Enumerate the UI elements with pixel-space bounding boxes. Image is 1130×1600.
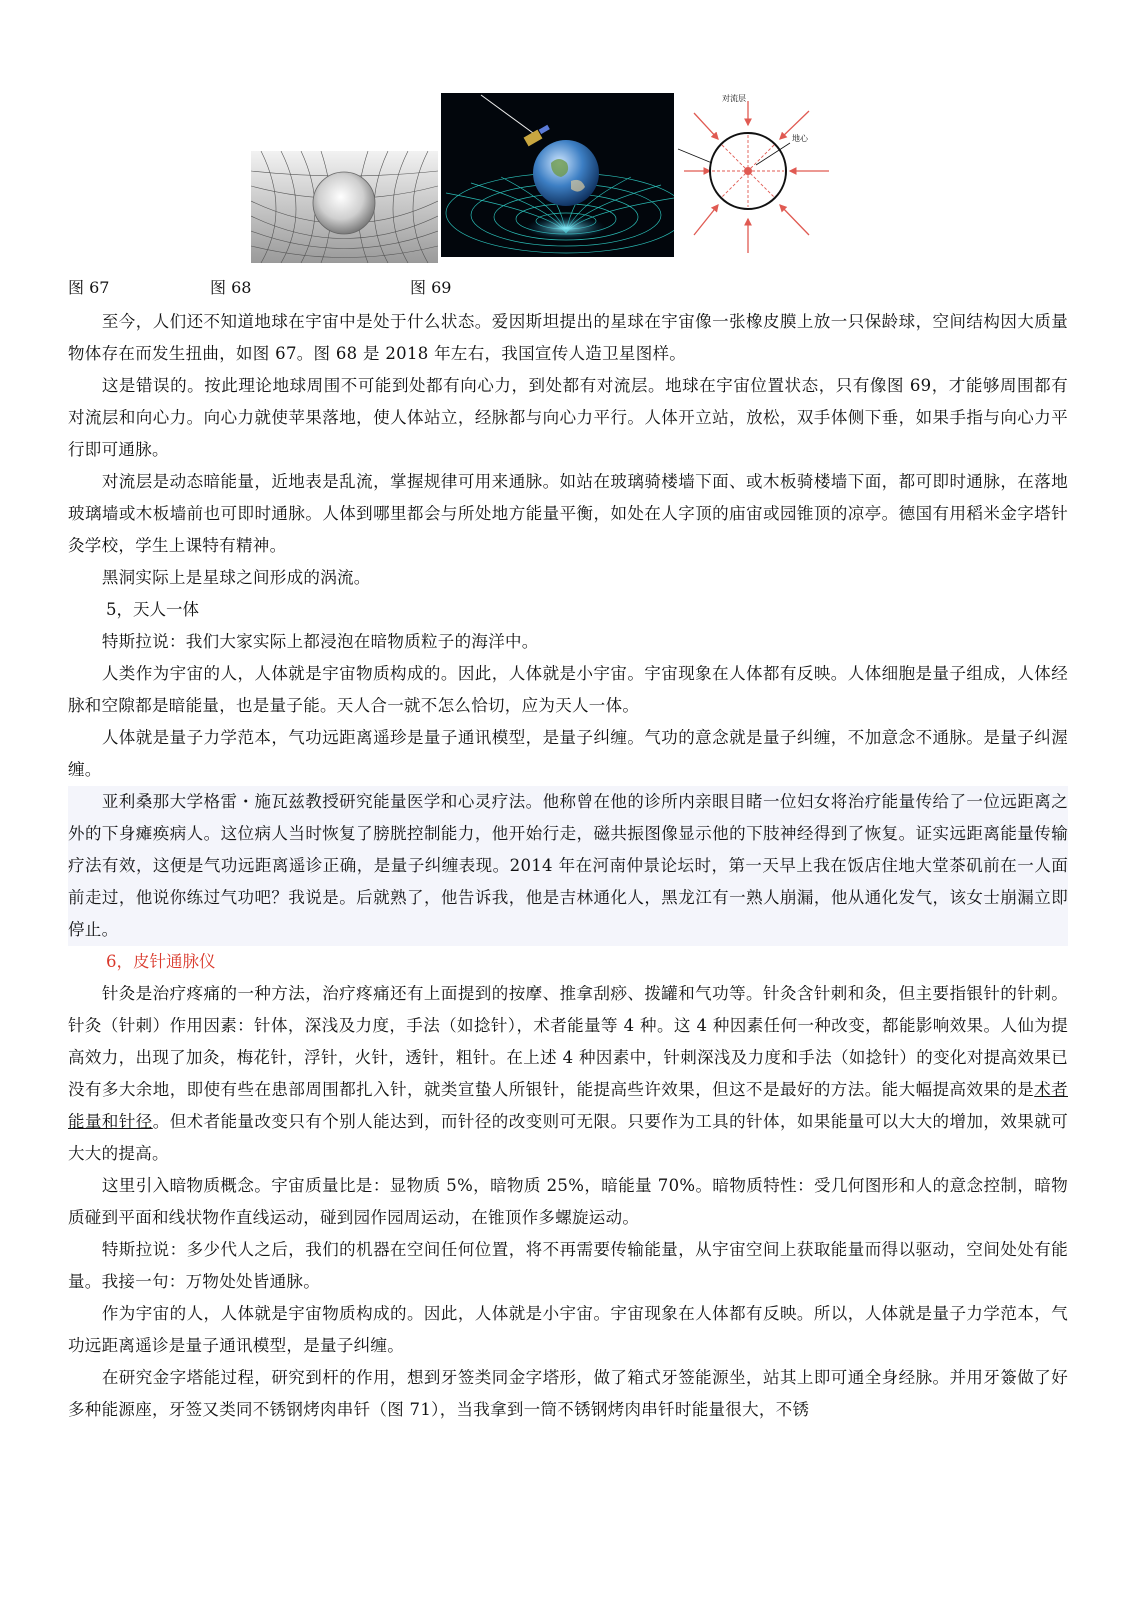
paragraph: 黑洞实际上是星球之间形成的涡流。 <box>101 568 371 587</box>
caption-fig-68: 图 68 <box>210 278 252 297</box>
figure-68-image <box>441 93 674 257</box>
paragraph-text: 针灸是治疗疼痛的一种方法，治疗疼痛还有上面提到的按摩、推拿刮痧、拨罐和气功等。针灸含针刺和灸，但主要指银针的针刺。针灸（针刺）作用因素：针体，深浅及力度，手法（如捻针），术者能量等 4 种。这 4 种因素任何一种改变，都能影响效果。人仙为提高效力，出现了加灸，梅花针，浮针，火针，透针，粗针。在上述 4 种因素中，针刺深浅及力度和手法（如捻针）的变化对提高效果已没有多大余地，即使有些在患部周围都扎入针，就类宣蛰人所银针，能提高些许效果，但这不是最好的方法。能大幅提高效果的是 <box>68 984 1068 1099</box>
paragraph <box>68 978 1068 1170</box>
paragraph: 这是错误的。按此理论地球周围不可能到处都有向心力，到处都有对流层。地球在宇宙位置状态，只有像图 69，才能够周围都有对流层和向心力。向心力就使苹果落地，使人体站立，经脉都与向心力平行。人体开立站，放松，双手体侧下垂，如果手指与向心力平行即可通脉。 <box>68 376 1068 459</box>
paragraph: 特斯拉说：我们大家实际上都浸泡在暗物质粒子的海洋中。 <box>101 632 539 651</box>
paragraph: 人类作为宇宙的人，人体就是宇宙物质构成的。因此，人体就是小宇宙。宇宙现象在人体都有反映。人体细胞是量子组成，人体经脉和空隙都是暗能量，也是量子能。天人合一就不怎么恰切，应为天人一体。 <box>68 664 1068 715</box>
paragraph: 在研究金字塔能过程，研究到杆的作用，想到牙签类同金字塔形，做了箱式牙签能源坐，站其上即可通全身经脉。并用牙簽做了好多种能源座，牙签又类同不锈钢烤肉串钎（图 71），当我拿到一筒不锈钢烤肉串钎时能量很大，不锈 <box>68 1368 1068 1419</box>
section-heading-6: 6，皮针通脉仪 <box>106 952 216 971</box>
section-heading-5: 5，天人一体 <box>106 600 199 619</box>
paragraph: 亚利桑那大学格雷・施瓦兹教授研究能量医学和心灵疗法。他称曾在他的诊所内亲眼目睹一位妇女将治疗能量传给了一位远距离之外的下身瘫痪病人。这位病人当时恢复了膀胱控制能力，他开始行走，磁共振图像显示他的下肢神经得到了恢复。证实远距离能量传输疗法有效，这便是气功远距离遥诊正确，是量子纠缠表现。2014 年在河南仲景论坛时，第一天早上我在饭店住地大堂茶矶前在一人面前走过，他说你练过气功吧？我说是。后就熟了，他告诉我，他是吉林通化人，黑龙江有一熟人崩漏，他从通化发气，该女士崩漏立即停止。 <box>68 786 1068 946</box>
figure-67-image <box>251 151 438 263</box>
figure-69-image <box>674 93 837 257</box>
figure-row <box>251 93 837 263</box>
figure-captions <box>68 275 668 301</box>
document-body <box>68 306 1068 1426</box>
paragraph-text: 。但术者能量改变只有个别人能达到，而针径的改变则可无限。只要作为工具的针体，如果能量可以大大的增加，效果就可大大的提高。 <box>68 1112 1069 1163</box>
paragraph: 对流层是动态暗能量，近地表是乱流，掌握规律可用来通脉。如站在玻璃骑楼墙下面、或木板骑楼墙下面，都可即时通脉，在落地玻璃墙或木板墙前也可即时通脉。人体到哪里都会与所处地方能量平衡，如处在人字顶的庙宙或园锥顶的凉亭。德国有用稻米金字塔针灸学校，学生上课特有精神。 <box>68 472 1068 555</box>
paragraph: 至今，人们还不知道地球在宇宙中是处于什么状态。爱因斯坦提出的星球在宇宙像一张橡皮膜上放一只保龄球，空间结构因大质量物体存在而发生扭曲，如图 67。图 68 是 2018 年左右，我国宣传人造卫星图样。 <box>68 312 1068 363</box>
underlined-phrase: 术者能量和针径 <box>68 1080 1068 1131</box>
paragraph: 这里引入暗物质概念。宇宙质量比是：显物质 5%，暗物质 25%，暗能量 70%。暗物质特性：受几何图形和人的意念控制，暗物质碰到平面和线状物作直线运动，碰到园作园周运动，在锥顶作多螺旋运动。 <box>68 1176 1068 1227</box>
paragraph: 人体就是量子力学范本，气功远距离遥珍是量子通讯模型，是量子纠缠。气功的意念就是量子纠缠，不加意念不通脉。是量子纠渥缠。 <box>68 728 1068 779</box>
paragraph: 特斯拉说：多少代人之后，我们的机器在空间任何位置，将不再需要传输能量，从宇宙空间上获取能量而得以驱动，空间处处有能量。我接一句：万物处处皆通脉。 <box>68 1240 1068 1291</box>
paragraph: 作为宇宙的人，人体就是宇宙物质构成的。因此，人体就是小宇宙。宇宙现象在人体都有反映。所以，人体就是量子力学范本，气功远距离遥诊是量子通讯模型，是量子纠缠。 <box>68 1304 1068 1355</box>
figure-69-label-top: 对流层 <box>722 94 746 103</box>
figure-69-label-right: 地心 <box>792 134 808 143</box>
caption-fig-67: 图 67 <box>68 278 110 297</box>
caption-fig-69: 图 69 <box>410 278 452 297</box>
